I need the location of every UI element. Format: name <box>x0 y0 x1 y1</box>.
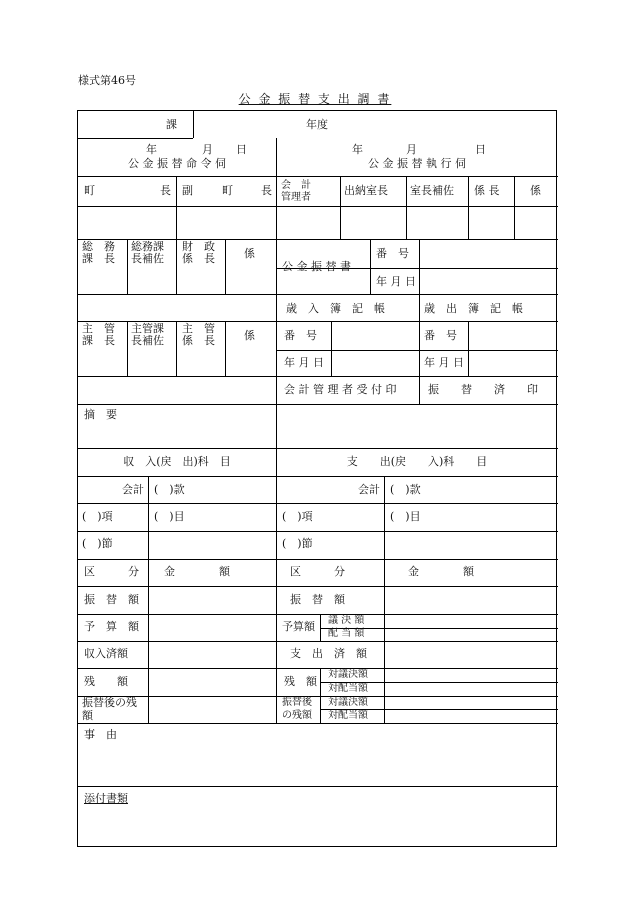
shishutsu-sumi-label: 支 出 済 額 <box>290 647 367 660</box>
zangaku-right: 残 額 <box>284 675 317 688</box>
soumu-b1: 総務課 <box>131 240 164 253</box>
sainyu-label: 歳 入 簿 記 帳 <box>286 302 385 315</box>
shukan-c1: 主 管 <box>182 322 215 335</box>
giketsugaku-label: 議 決 額 <box>328 615 365 626</box>
moku-left: ( )目 <box>154 510 185 523</box>
furikaego-left-1: 振替後の残 <box>82 696 137 709</box>
page-title: 公 金 振 替 支 出 調 書 <box>238 92 392 106</box>
form-table <box>77 110 557 847</box>
form-number: 様式第46号 <box>78 74 136 87</box>
suitou-label: 出納室長 <box>344 184 388 197</box>
nendo-label: 年度 <box>306 118 328 131</box>
right-header: 公 金 振 替 執 行 伺 <box>368 157 466 170</box>
koukin-nengappi: 年 月 日 <box>376 275 416 288</box>
left-header: 公 金 振 替 命 令 伺 <box>128 157 226 170</box>
soumu-c1: 財 政 <box>182 240 215 253</box>
setsu-right: ( )節 <box>282 537 313 550</box>
zangaku-left: 残 額 <box>84 675 128 688</box>
shukan-d: 係 <box>244 329 255 342</box>
shunyu-sumi-label: 収入済額 <box>84 647 128 660</box>
furikaego-right-2: の残額 <box>282 710 312 721</box>
right-date-day: 日 <box>475 143 486 156</box>
soumu-a1: 総 務 <box>82 240 115 253</box>
soumu-b2: 長補佐 <box>131 252 164 265</box>
kaikei-label-1: 会 計 <box>281 180 311 191</box>
soumu-c2: 係 長 <box>182 252 215 265</box>
tai-haitou-2: 対配当額 <box>328 710 368 721</box>
furikaego-left-2: 額 <box>82 709 93 722</box>
setsu-left: ( )節 <box>82 537 113 550</box>
approver-fuku: 副 <box>182 184 193 197</box>
kou-right: ( )項 <box>282 510 313 523</box>
approver-machi: 町 <box>222 184 233 197</box>
kingaku-right: 金 額 <box>408 565 474 578</box>
kubun-right: 区 分 <box>290 565 345 578</box>
kakaricho-label: 係 長 <box>474 184 500 197</box>
tai-haitou-1: 対配当額 <box>328 683 368 694</box>
left-date-day: 日 <box>236 143 247 156</box>
furikaego-right-1: 振替後 <box>282 697 312 708</box>
shukan-a2: 課 長 <box>82 334 115 347</box>
kakari-label: 係 <box>530 184 541 197</box>
right-date-month: 月 <box>406 143 417 156</box>
haitougaku-label: 配 当 額 <box>328 628 365 639</box>
ka-label: 課 <box>166 118 177 131</box>
sainyu-bangou: 番 号 <box>284 329 317 342</box>
shukan-a1: 主 管 <box>82 322 115 335</box>
jiyuu-label: 事 由 <box>84 728 117 741</box>
furikaegaku-left: 振 替 額 <box>84 593 139 606</box>
kan-left: ( )款 <box>154 483 185 496</box>
koukin-label: 公 金 振 替 書 <box>282 260 351 273</box>
saishutsu-nengappi: 年 月 日 <box>424 356 464 369</box>
approver-cho-2: 長 <box>160 184 171 197</box>
soumu-d: 係 <box>244 247 255 260</box>
kaikei-label-2: 管理者 <box>281 192 311 203</box>
moku-right: ( )目 <box>390 510 421 523</box>
kaikei-right: 会計 <box>358 483 380 496</box>
shukan-b1: 主管課 <box>131 322 164 335</box>
kan-right: ( )款 <box>390 483 421 496</box>
tenpu-label: 添付書類 <box>84 792 128 805</box>
revenue-head: 収 入(戻 出)科 目 <box>123 455 231 468</box>
left-date-month: 月 <box>202 143 213 156</box>
koukin-bangou: 番 号 <box>376 247 409 260</box>
tai-giketsu-1: 対議決額 <box>328 669 368 680</box>
uketsuke-label: 会 計 管 理 者 受 付 印 <box>284 383 397 396</box>
tekiyou-label: 摘 要 <box>84 408 117 421</box>
right-date-year: 年 <box>352 143 363 156</box>
kingaku-left: 金 額 <box>164 565 230 578</box>
furikaegaku-right: 振 替 額 <box>290 593 345 606</box>
yosangaku-left: 予 算 額 <box>84 620 139 633</box>
left-date-year: 年 <box>146 143 157 156</box>
approver-cho-3: 長 <box>261 184 272 197</box>
furikaesumi-label: 振 替 済 印 <box>428 383 538 396</box>
soumu-a2: 課 長 <box>82 252 115 265</box>
kubun-left: 区 分 <box>84 565 139 578</box>
shukan-c2: 係 長 <box>182 334 215 347</box>
saishutsu-label: 歳 出 簿 記 帳 <box>424 302 523 315</box>
sainyu-nengappi: 年 月 日 <box>284 356 324 369</box>
kou-left: ( )項 <box>82 510 113 523</box>
shukan-b2: 長補佐 <box>131 334 164 347</box>
approver-cho-1: 町 <box>84 184 95 197</box>
kaikei-left: 会計 <box>122 483 144 496</box>
expense-head: 支 出(戻 入)科 目 <box>346 455 488 468</box>
saishutsu-bangou: 番 号 <box>424 329 457 342</box>
yosangaku-right: 予算額 <box>282 620 315 633</box>
tai-giketsu-2: 対議決額 <box>328 697 368 708</box>
shitsuho-label: 室長補佐 <box>410 184 454 197</box>
